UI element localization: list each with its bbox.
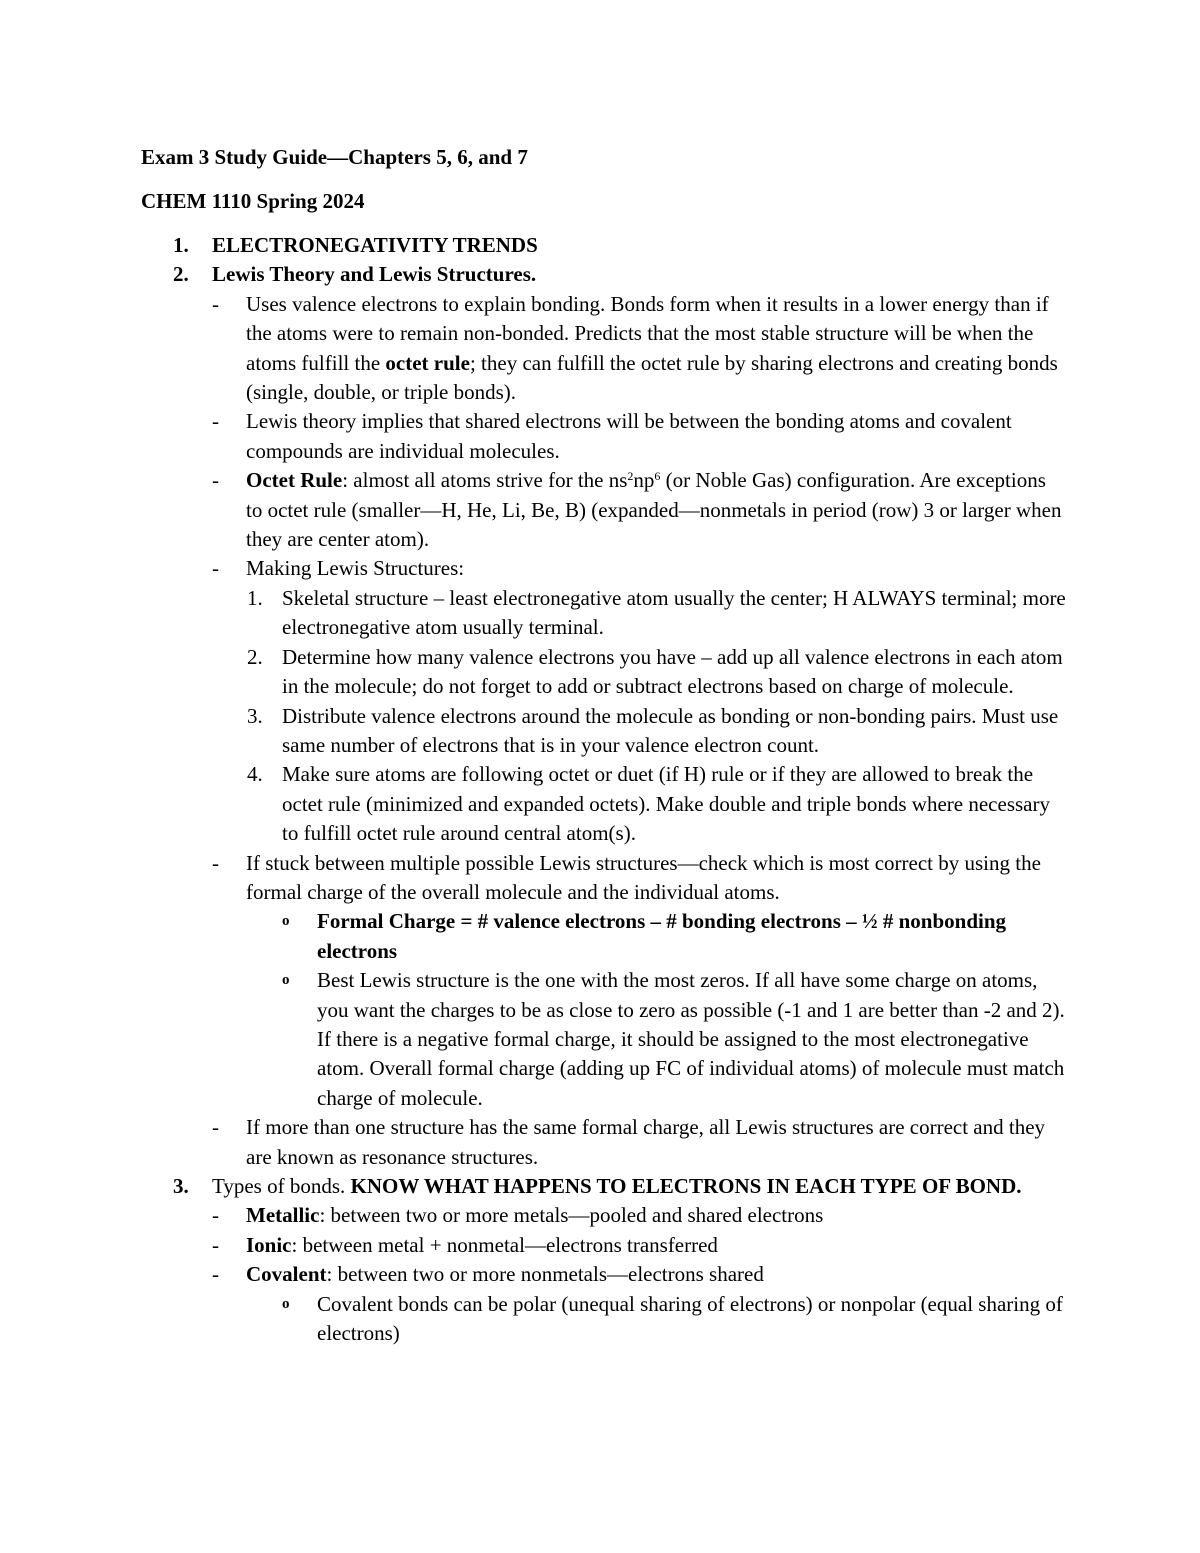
bullet-item: [0, 1260, 1200, 1289]
sub-bullet-item: [0, 1290, 1200, 1349]
circle-bullet-icon: o: [282, 972, 290, 989]
circle-bullet-icon: o: [282, 1295, 290, 1312]
outline-list: [0, 231, 1200, 1348]
text-run: : almost all atoms strive for the ns: [342, 468, 628, 493]
sub-bullet-item: [0, 907, 1200, 966]
bullet-text: [246, 466, 1066, 554]
dash-bullet: -: [212, 409, 219, 434]
text-run: (or Noble Gas) configuration. Are exceptions to octet rule (smaller—H, He, Li, Be, B) (expanded—nonmetals in period (row) 3 or larger when they are center atom).: [246, 468, 1062, 552]
bullet-text: If stuck between multiple possible Lewis structures—check which is most correct by using the formal charge of the overall molecule and the individual atoms.: [246, 850, 1041, 904]
bullet-item: [0, 466, 1200, 554]
text-run: np: [633, 468, 655, 493]
dash-bullet: -: [212, 468, 219, 493]
course-title: CHEM 1110 Spring 2024: [141, 189, 365, 213]
bold-term: octet rule: [385, 350, 470, 375]
step-number: 2.: [247, 644, 263, 669]
step-number: 3.: [247, 703, 263, 728]
bold-term: Covalent: [246, 1262, 327, 1287]
sub-bullet-text: Covalent bonds can be polar (unequal sharing of electrons) or nonpolar (equal sharing of electrons): [317, 1291, 1063, 1346]
dash-bullet: -: [212, 850, 219, 875]
circle-bullet-icon: o: [282, 913, 290, 930]
section-1: [0, 231, 1200, 260]
step-text: Make sure atoms are following octet or duet (if H) rule or if they are allowed to break the octet rule (minimized and expanded octets). Make double and triple bonds where necessary to fulfill octet rule around central atom(s).: [282, 762, 1050, 846]
bullet-text: [246, 1260, 1066, 1289]
text-run: ; they can fulfill the octet rule by sharing electrons and creating bonds (single, double, or triple bonds).: [246, 350, 1058, 405]
step-item: [0, 643, 1200, 702]
bold-term: Octet Rule: [246, 468, 343, 493]
step-number: 1.: [247, 585, 263, 610]
bullet-text: Making Lewis Structures:: [246, 556, 465, 581]
page-title: Exam 3 Study Guide—Chapters 5, 6, and 7: [141, 145, 528, 169]
section-3: [0, 1172, 1200, 1201]
bullet-text: [246, 290, 1066, 408]
step-item: [0, 760, 1200, 848]
bullet-text: Lewis theory implies that shared electrons will be between the bonding atoms and covalent compounds are individual molecules.: [246, 409, 1012, 463]
section-heading: ELECTRONEGATIVITY TRENDS: [212, 233, 538, 257]
bullet-item: [0, 290, 1200, 408]
dash-bullet: -: [212, 556, 219, 581]
step-text: Determine how many valence electrons you have – add up all valence electrons in each atom in the molecule; do not forget to add or subtract electrons based on charge of molecule.: [282, 644, 1063, 699]
bullet-text: [246, 1201, 1066, 1230]
step-text: Distribute valence electrons around the molecule as bonding or non-bonding pairs. Must use same number of electrons that is in your valence electron count.: [282, 703, 1059, 757]
section-number: 2.: [173, 262, 189, 287]
section-number: 1.: [173, 233, 189, 257]
step-item: [0, 584, 1200, 643]
bullet-item: [0, 849, 1200, 908]
dash-bullet: -: [212, 1262, 219, 1287]
dash-bullet: -: [212, 1115, 219, 1140]
section-heading: Lewis Theory and Lewis Structures.: [212, 262, 537, 287]
sub-bullet-item: [0, 966, 1200, 1113]
dash-bullet: -: [212, 1232, 219, 1257]
bullet-item: [0, 1113, 1200, 1172]
bullet-item: [0, 1201, 1200, 1230]
section-2: [0, 260, 1200, 289]
section-heading: [212, 1172, 1072, 1201]
text-run: : between two or more nonmetals—electrons shared: [326, 1262, 764, 1287]
bold-term: KNOW WHAT HAPPENS TO ELECTRONS IN EACH TYPE OF BOND.: [350, 1174, 1022, 1198]
formal-charge-formula: Formal Charge = # valence electrons – # bonding electrons – ½ # nonbonding electrons: [317, 909, 1007, 963]
step-text: Skeletal structure – least electronegative atom usually the center; H ALWAYS terminal; more electronegative atom usually terminal.: [282, 585, 1066, 640]
bullet-item: [0, 554, 1200, 583]
bullet-item: [0, 1231, 1200, 1260]
text-run: Uses valence electrons to explain bonding. Bonds form when it results in a lower energy than if the atoms were to remain non-bonded. Predicts that the most stable structure will be when the atoms fulfill the: [246, 291, 1049, 375]
section-number: 3.: [173, 1174, 189, 1198]
bullet-text: [246, 1231, 1066, 1260]
superscript: 6: [654, 469, 661, 484]
step-item: [0, 702, 1200, 761]
bullet-item: [0, 407, 1200, 466]
bullet-text: If more than one structure has the same formal charge, all Lewis structures are correct and they are known as resonance structures.: [246, 1115, 1046, 1169]
dash-bullet: -: [212, 1203, 219, 1228]
bold-term: Metallic: [246, 1203, 320, 1228]
text-run: Types of bonds.: [212, 1174, 351, 1198]
text-run: : between metal + nonmetal—electrons transferred: [291, 1232, 718, 1257]
text-run: : between two or more metals—pooled and shared electrons: [319, 1203, 824, 1228]
sub-bullet-text: Best Lewis structure is the one with the most zeros. If all have some charge on atoms, you want the charges to be as close to zero as possible (-1 and 1 are better than -2 and 2). If there is a negative formal charge, it should be assigned to the most electronegative atom. Overall formal charge (adding up FC of individual atoms) of molecule must match charge of molecule.: [317, 968, 1065, 1110]
superscript: 2: [627, 469, 634, 484]
dash-bullet: -: [212, 291, 219, 316]
bold-term: Ionic: [246, 1232, 292, 1257]
step-number: 4.: [247, 762, 263, 787]
